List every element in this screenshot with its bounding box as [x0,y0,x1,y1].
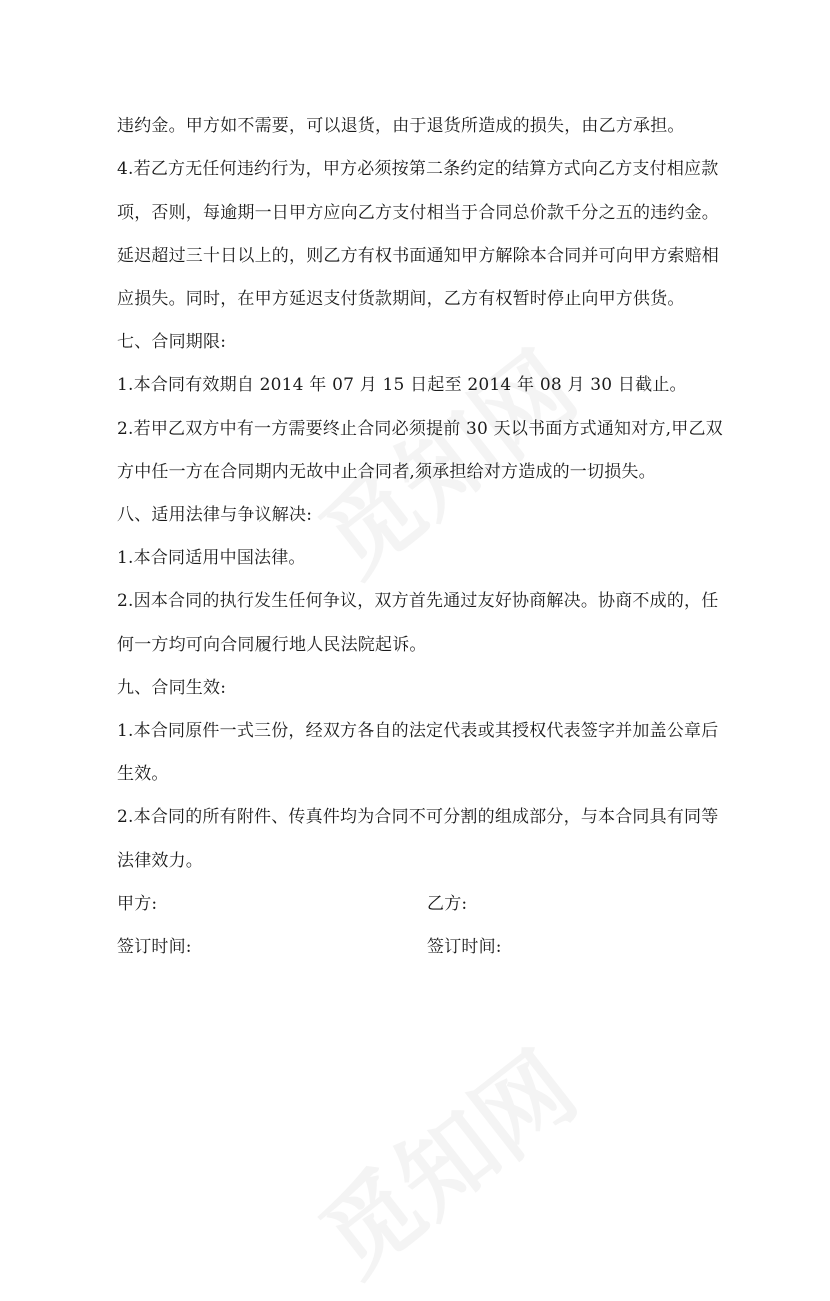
party-a-date-label: 签订时间: [117,937,192,957]
paragraph-line: 何一方均可向合同履行地人民法院起诉。 [117,635,427,655]
paragraph-line: 应损失。同时，在甲方延迟支付货款期间，乙方有权暂时停止向甲方供货。 [117,289,685,309]
paragraph-line: 生效。 [117,764,169,784]
paragraph-line: 法律效力。 [117,851,203,871]
paragraph-line: 2.因本合同的执行发生任何争议，双方首先通过友好协商解决。协商不成的，任 [117,591,719,611]
paragraph-line: 4.若乙方无任何违约行为，甲方必须按第二条约定的结算方式向乙方支付相应款 [117,159,719,179]
party-a-label: 甲方: [117,894,158,914]
paragraph-line: 1.本合同原件一式三份，经双方各自的法定代表或其授权代表签字并加盖公章后 [117,721,719,741]
section-heading: 七、合同期限: [117,332,227,352]
paragraph-line: 1.本合同有效期自 2014 年 07 月 15 日起至 2014 年 08 月 30 日截止。 [117,375,687,395]
paragraph-line: 方中任一方在合同期内无故中止合同者,须承担给对方造成的一切损失。 [117,462,656,482]
watermark [288,316,599,601]
party-b-date-label: 签订时间: [427,937,502,957]
section-heading: 八、适用法律与争议解决: [117,505,313,525]
watermark [288,1016,599,1301]
paragraph-line: 2.若甲乙双方中有一方需要终止合同必须提前 30 天以书面方式通知对方,甲乙双 [117,419,723,439]
paragraph-line: 2.本合同的所有附件、传真件均为合同不可分割的组成部分，与本合同具有同等 [117,807,719,827]
paragraph-line: 违约金。甲方如不需要，可以退货，由于退货所造成的损失，由乙方承担。 [117,116,685,136]
paragraph-line: 项，否则，每逾期一日甲方应向乙方支付相当于合同总价款千分之五的违约金。 [117,203,719,223]
paragraph-line: 1.本合同适用中国法律。 [117,548,306,568]
section-heading: 九、合同生效: [117,678,227,698]
paragraph-line: 延迟超过三十日以上的，则乙方有权书面通知甲方解除本合同并可向甲方索赔相 [117,246,719,266]
party-b-label: 乙方: [427,894,468,914]
